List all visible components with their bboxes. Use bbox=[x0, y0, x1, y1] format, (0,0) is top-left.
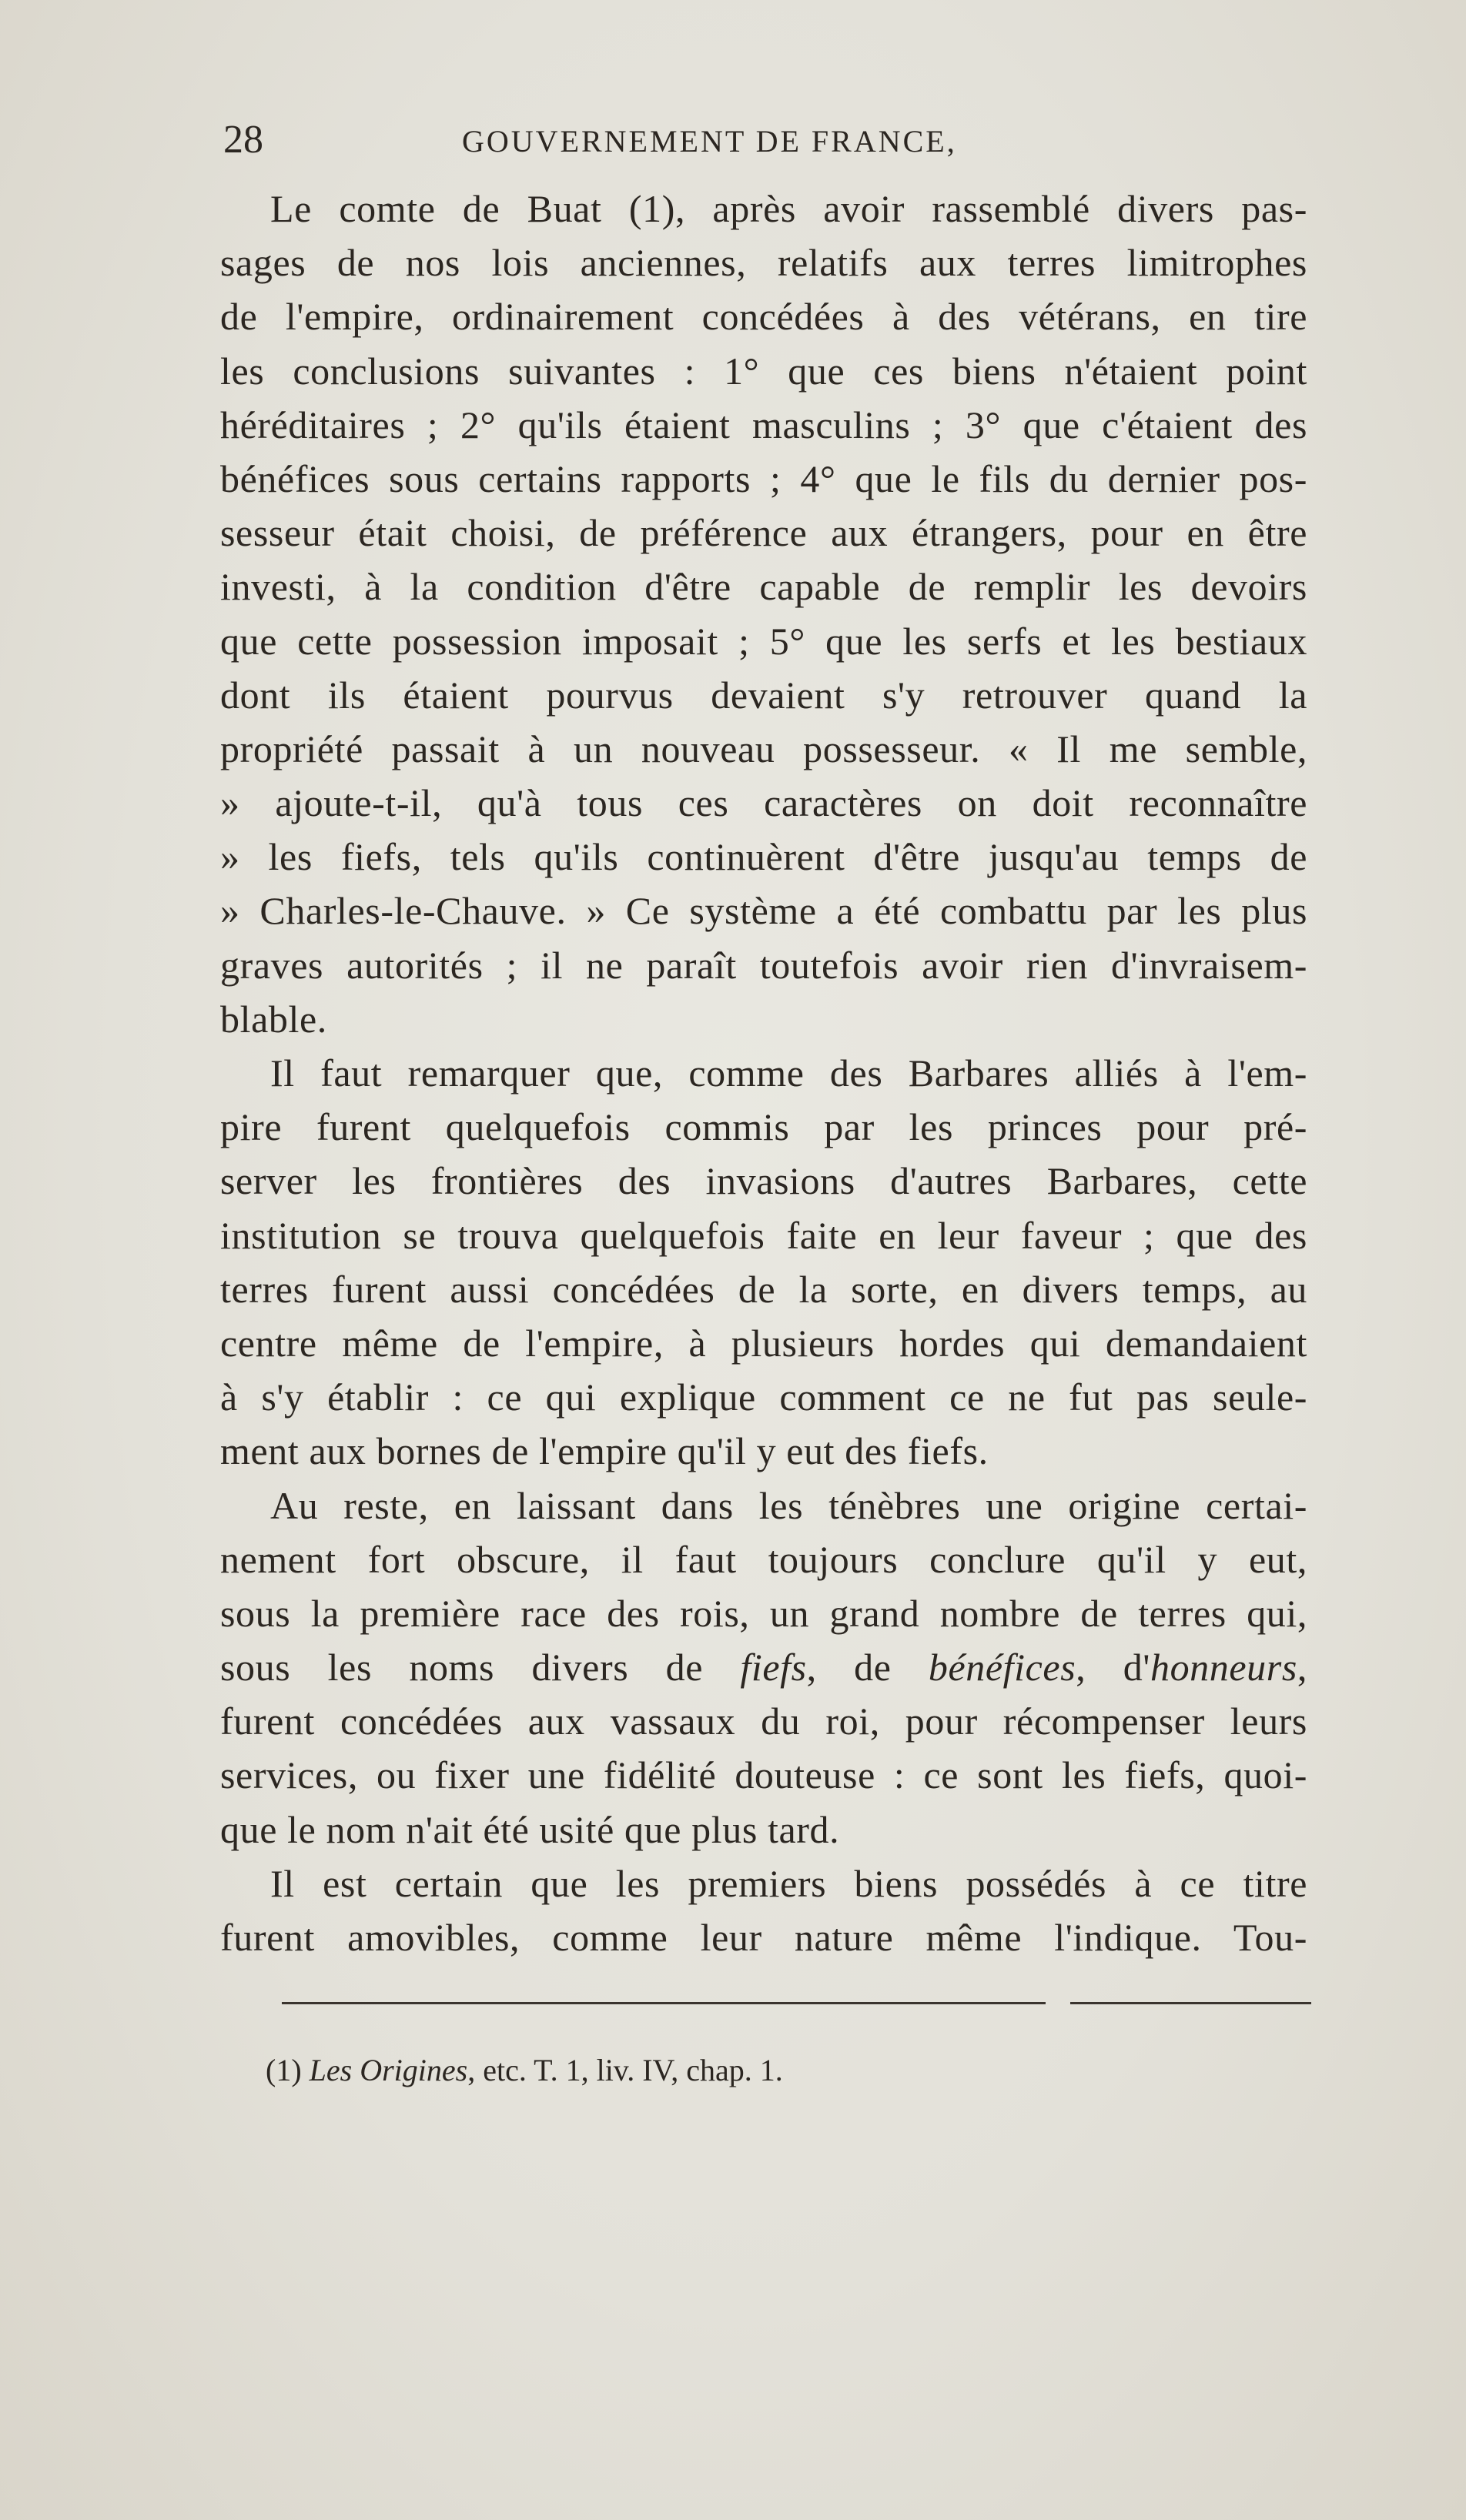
text-line: furent concédées aux vassaux du roi, pour récompenser leurs bbox=[220, 1699, 1307, 1743]
text-line: pire furent quelquefois commis par les princes pour pré- bbox=[220, 1105, 1307, 1149]
footnote-reference: , etc. T. 1, liv. IV, chap. 1. bbox=[467, 2053, 783, 2087]
text-line: furent amovibles, comme leur nature même l'indique. Tou- bbox=[220, 1916, 1307, 1959]
footnote-rule bbox=[282, 2002, 1046, 2004]
text-line: blable. bbox=[220, 997, 327, 1041]
text-line: ment aux bornes de l'empire qu'il y eut des fiefs. bbox=[220, 1429, 989, 1473]
text-segment: , d' bbox=[1076, 1646, 1150, 1689]
text-line: graves autorités ; il ne paraît toutefois avoir rien d'invraisem- bbox=[220, 943, 1307, 987]
text-line: Au reste, en laissant dans les ténèbres une origine certai- bbox=[270, 1483, 1307, 1527]
text-segment: sous les noms divers de bbox=[220, 1646, 741, 1689]
running-title: GOUVERNEMENT DE FRANCE, bbox=[462, 124, 957, 159]
text-line: nement fort obscure, il faut toujours conclure qu'il y eut, bbox=[220, 1537, 1307, 1581]
footnote-rule-right bbox=[1070, 2002, 1311, 2004]
text-line: Il faut remarquer que, comme des Barbares alliés à l'em- bbox=[270, 1051, 1307, 1095]
text-line: sesseur était choisi, de préférence aux étrangers, pour en être bbox=[220, 511, 1307, 555]
text-segment: , de bbox=[806, 1646, 929, 1689]
footnote bbox=[266, 2052, 783, 2088]
text-line: » les fiefs, tels qu'ils continuèrent d'être jusqu'au temps de bbox=[220, 835, 1307, 879]
text-line: que le nom n'ait été usité que plus tard. bbox=[220, 1807, 840, 1851]
text-line bbox=[220, 1640, 1307, 1694]
text-line: dont ils étaient pourvus devaient s'y retrouver quand la bbox=[220, 673, 1307, 717]
body-text bbox=[220, 182, 1307, 1964]
text-line: investi, à la condition d'être capable de remplir les devoirs bbox=[220, 565, 1307, 609]
text-line: server les frontières des invasions d'autres Barbares, cette bbox=[220, 1159, 1307, 1203]
text-line: » ajoute-t-il, qu'à tous ces caractères on doit reconnaître bbox=[220, 781, 1307, 825]
text-line: » Charles-le-Chauve. » Ce système a été combattu par les plus bbox=[220, 889, 1307, 933]
text-line: Il est certain que les premiers biens possédés à ce titre bbox=[270, 1861, 1307, 1905]
italic-term: fiefs bbox=[740, 1646, 807, 1689]
text-line: héréditaires ; 2° qu'ils étaient masculins ; 3° que c'étaient des bbox=[220, 403, 1307, 446]
text-line: que cette possession imposait ; 5° que les serfs et les bestiaux bbox=[220, 619, 1307, 663]
text-line: sous la première race des rois, un grand nombre de terres qui, bbox=[220, 1591, 1307, 1635]
text-line: services, ou fixer une fidélité douteuse : ce sont les fiefs, quoi- bbox=[220, 1753, 1307, 1797]
footnote-marker: (1) bbox=[266, 2053, 310, 2087]
text-line: centre même de l'empire, à plusieurs hordes qui demandaient bbox=[220, 1321, 1307, 1365]
italic-term: honneurs bbox=[1150, 1646, 1297, 1689]
text-line: Le comte de Buat (1), après avoir rassemblé divers pas- bbox=[270, 187, 1307, 230]
text-line: bénéfices sous certains rapports ; 4° que le fils du dernier pos- bbox=[220, 456, 1307, 500]
text-line: de l'empire, ordinairement concédées à des vétérans, en tire bbox=[220, 295, 1307, 339]
text-line: terres furent aussi concédées de la sorte, en divers temps, au bbox=[220, 1267, 1307, 1311]
page-number: 28 bbox=[223, 118, 263, 162]
text-line: propriété passait à un nouveau possesseur. « Il me semble, bbox=[220, 727, 1307, 770]
text-segment: , bbox=[1297, 1646, 1307, 1689]
text-line: sages de nos lois anciennes, relatifs aux terres limitrophes bbox=[220, 241, 1307, 285]
text-line: institution se trouva quelquefois faite en leur faveur ; que des bbox=[220, 1213, 1307, 1257]
text-line: à s'y établir : ce qui explique comment ce ne fut pas seule- bbox=[220, 1375, 1307, 1419]
italic-term: bénéfices bbox=[928, 1646, 1076, 1689]
text-line: les conclusions suivantes : 1° que ces biens n'étaient point bbox=[220, 349, 1307, 393]
footnote-title: Les Origines bbox=[309, 2053, 468, 2087]
